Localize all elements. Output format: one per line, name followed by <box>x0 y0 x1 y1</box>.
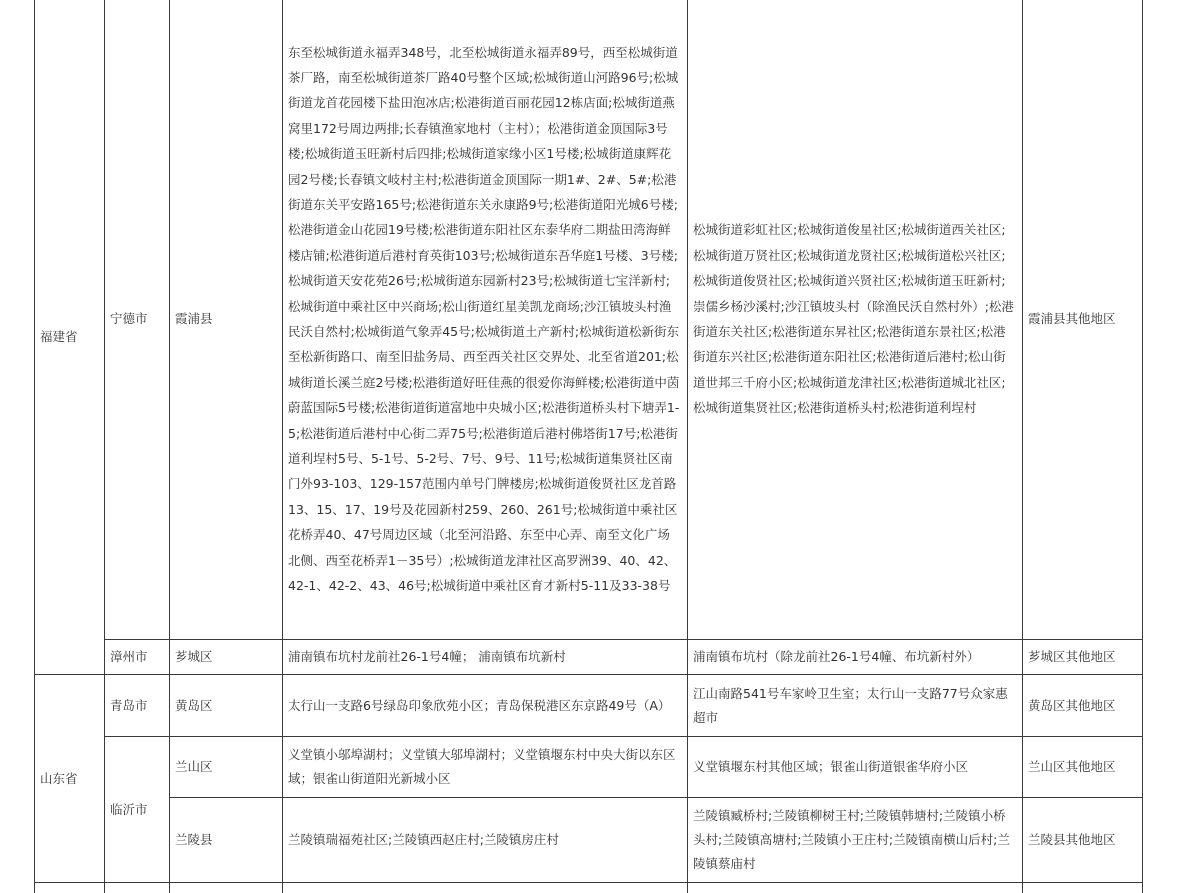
medium-risk-area-cell: 兰陵镇臧桥村;兰陵镇柳树王村;兰陵镇韩塘村;兰陵镇小桥头村;兰陵镇高塘村;兰陵镇小王庄村;兰陵镇南横山后村;兰陵镇蔡庙村 <box>688 798 1023 883</box>
city-cell: 青岛市 <box>105 675 170 737</box>
high-risk-area-cell: 东至松城街道永福弄348号，北至松城街道永福弄89号，西至松城街道茶厂路，南至松城街道茶厂路40号整个区域;松城街道山河路96号;松城街道龙首花园楼下盐田泡冰店;松港街道百丽花园12栋店面;松城街道燕窝里172号周边两排;长春镇渔家地村（主村）；松港街道金顶国际3号楼;松城街道玉旺新村后四排;松城街道家缘小区1号楼;松城街道康辉花园2号楼;长春镇文岐村主村;松港街道金顶国际一期1#、2#、5#;松港街道东关平安路165号;松港街道东关永康路9号;松港街道阳光城6号楼;松港街道金山花园19号楼;松港街道东阳社区东泰华府二期盐田湾海鲜楼店铺;松港街道后港村育英街103号;松城街道东吾华庭1号楼、3号楼;松城街道天安花苑26号;松城街道东园新村23号;松城街道七宝洋新村;松城街道中乘社区中兴商场;松山街道红星美凯龙商场;沙江镇坡头村渔民沃自然村;松城街道气象弄45号;松城街道土产新村;松城街道松新街东至松新街路口、南至旧盐务局、西至西关社区交界处、北至省道201;松城街道长溪兰庭2号楼;松港街道好旺佳燕的很爱你海鲜楼;松港街道中茵蔚蓝国际5号楼;松港街道街道富地中央城小区;松港街道桥头村下塘弄1-5;松港街道后港村中心街二弄75号;松港街道后港村佛塔街17号;松港街道利埕村5号、5-1号、5-2号、7号、9号、11号;松城街道集贤社区南门外93-103、129-157范围内单号门牌楼房;松城街道俊贤社区龙首路13、15、17、19号及花园新村259、260、261号;松城街道中乘社区花桥弄40、47号周边区域（北至河沿路、东至中心弄、南至文化广场北侧、西至花桥弄1－35号）;松城街道龙津社区高罗洲39、40、42、42-1、42-2、43、46号;松城街道中乘社区育才新村5-11及33-38号 <box>283 0 688 640</box>
county-cell: 霞浦县 <box>170 0 283 640</box>
province-cell: 山东省 <box>35 675 105 883</box>
medium-risk-area-cell: 浦南镇布坑村（除龙前社26-1号4幢、布坑新村外） <box>688 640 1023 675</box>
medium-risk-area-cell: 松城街道彩虹社区;松城街道俊星社区;松城街道西关社区;松城街道万贤社区;松城街道龙贤社区;松城街道松兴社区;松城街道俊贤社区;松城街道兴贤社区;松城街道玉旺新村;崇儒乡杨沙溪村;沙江镇坡头村（除渔民沃自然村外）;松港街道东关社区;松港街道东昇社区;松港街道东景社区;松港街道东兴社区;松港街道东阳社区;松港街道后港村;松山街道世邦三千府小区;松城街道龙津社区;松港街道城北社区;松城街道集贤社区;松港街道桥头村;松港街道利埕村 <box>688 0 1023 640</box>
high-risk-area-cell: 太行山一支路6号绿岛印象欣苑小区；青岛保税港区东京路49号（A） <box>283 675 688 737</box>
city-cell: 漳州市 <box>105 640 170 675</box>
low-risk-area-cell: 芗城区其他地区 <box>1023 640 1143 675</box>
table-row <box>35 675 1143 737</box>
county-cell: 黄岛区 <box>170 675 283 737</box>
medium-risk-area-cell: 江山南路541号车家岭卫生室；太行山一支路77号众家惠超市 <box>688 675 1023 737</box>
city-cell: 临沂市 <box>105 737 170 883</box>
high-risk-area-cell: 兰陵镇瑞福苑社区;兰陵镇西赵庄村;兰陵镇房庄村 <box>283 798 688 883</box>
county-cell: 兰陵县 <box>170 798 283 883</box>
low-risk-area-cell: 兰陵县其他地区 <box>1023 798 1143 883</box>
table-row <box>35 798 1143 883</box>
county-cell: 兰山区 <box>170 737 283 798</box>
city-cell: 宁德市 <box>105 0 170 640</box>
table-row <box>35 0 1143 640</box>
low-risk-area-cell: 霞浦县其他地区 <box>1023 0 1143 640</box>
table-row <box>35 737 1143 798</box>
risk-area-table <box>34 0 1143 893</box>
high-risk-area-cell: 义堂镇小邬埠湖村；义堂镇大邬埠湖村；义堂镇堰东村中央大街以东区域；银雀山街道阳光新城小区 <box>283 737 688 798</box>
low-risk-area-cell: 黄岛区其他地区 <box>1023 675 1143 737</box>
table-row <box>35 640 1143 675</box>
medium-risk-area-cell: 义堂镇堰东村其他区域；银雀山街道银雀华府小区 <box>688 737 1023 798</box>
table-row-partial <box>35 883 1143 893</box>
province-cell: 福建省 <box>35 0 105 675</box>
county-cell: 芗城区 <box>170 640 283 675</box>
high-risk-area-cell: 浦南镇布坑村龙前社26-1号4幢； 浦南镇布坑新村 <box>283 640 688 675</box>
low-risk-area-cell: 兰山区其他地区 <box>1023 737 1143 798</box>
